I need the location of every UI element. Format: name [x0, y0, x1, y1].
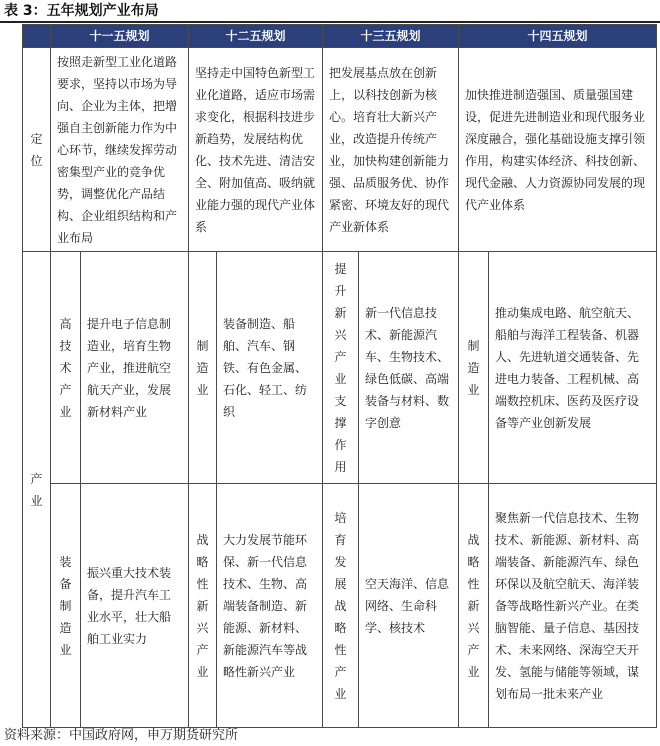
industry-label-11th-2: 装备制造业 [51, 484, 81, 728]
industry-text-13th-2: 空天海洋、信息网络、生命科学、核技术 [359, 484, 459, 728]
row-label-positioning: 定位 [23, 48, 51, 252]
positioning-11th: 按照走新型工业化道路要求，坚持以市场为导向、企业为主体，把增强自主创新能力作为中心环节，继续发挥劳动密集型产业的竞争优势，调整优化产品结构、企业组织结构和产业布局 [51, 48, 189, 252]
header-row [23, 25, 657, 48]
industry-label-13th-2: 培育发展战略性产业 [323, 484, 359, 728]
header-13th: 十三五规划 [323, 25, 459, 48]
positioning-12th: 坚持走中国特色新型工业化道路，适应市场需求变化，根据科技进步新趋势，发展结构优化、技术先进、清洁安全、附加值高、吸纳就业能力强的现代产业体系 [189, 48, 323, 252]
industry-text-11th-1: 提升电子信息制造业，培育生物产业，推进航空航天产业，发展新材料产业 [81, 252, 189, 484]
row-label-industry: 产业 [23, 252, 51, 728]
industry-text-13th-1: 新一代信息技术、新能源汽车、生物技术、绿色低碳、高端装备与材料、数字创意 [359, 252, 459, 484]
positioning-13th: 把发展基点放在创新上，以科技创新为核心。培育壮大新兴产业，改造提升传统产业，加快构建创新能力强、品质服务优、协作紧密、环境友好的现代产业新体系 [323, 48, 459, 252]
source-note: 资料来源：中国政府网，申万期货研究所 [4, 728, 239, 743]
header-11th: 十一五规划 [51, 25, 189, 48]
industry-text-14th-1: 推动集成电路、航空航天、船舶与海洋工程装备、机器人、先进轨道交通装备、先进电力装备、工程机械、高端数控机床、医药及医疗设备等产业创新发展 [489, 252, 657, 484]
table-title: 表 3：五年规划产业布局 [4, 3, 159, 19]
header-14th: 十四五规划 [459, 25, 657, 48]
top-rule [0, 21, 660, 23]
industry-label-14th-1: 制造业 [459, 252, 489, 484]
industry-text-11th-2: 振兴重大技术装备，提升汽车工业水平，壮大船舶工业实力 [81, 484, 189, 728]
industry-label-11th-1: 高技术产业 [51, 252, 81, 484]
positioning-14th: 加快推进制造强国、质量强国建设，促进先进制造业和现代服务业深度融合，强化基础设施支撑引领作用，构建实体经济、科技创新、现代金融、人力资源协同发展的现代产业体系 [459, 48, 657, 252]
industry-label-13th-1: 提升新兴产业支撑作用 [323, 252, 359, 484]
header-12th: 十二五规划 [189, 25, 323, 48]
industry-text-14th-2: 聚焦新一代信息技术、生物技术、新能源、新材料、高端装备、新能源汽车、绿色环保以及航空航天、海洋装备等战略性新兴产业。在类脑智能、量子信息、基因技术、未来网络、深海空天开发、氢能与储能等领域，谋划布局一批未来产业 [489, 484, 657, 728]
header-corner [23, 25, 51, 48]
industry-label-12th-2: 战略性新兴产业 [189, 484, 217, 728]
positioning-row [23, 48, 657, 252]
industry-text-12th-2: 大力发展节能环保、新一代信息技术、生物、高端装备制造、新能源、新材料、新能源汽车等战略性新兴产业 [217, 484, 323, 728]
industry-text-12th-1: 装备制造、船舶、汽车、钢铁、有色金属、石化、轻工、纺织 [217, 252, 323, 484]
industry-row-2 [23, 484, 657, 728]
industry-label-12th-1: 制造业 [189, 252, 217, 484]
industry-layout-table [22, 24, 657, 728]
industry-row-1 [23, 252, 657, 484]
industry-label-14th-2: 战略性新兴产业 [459, 484, 489, 728]
